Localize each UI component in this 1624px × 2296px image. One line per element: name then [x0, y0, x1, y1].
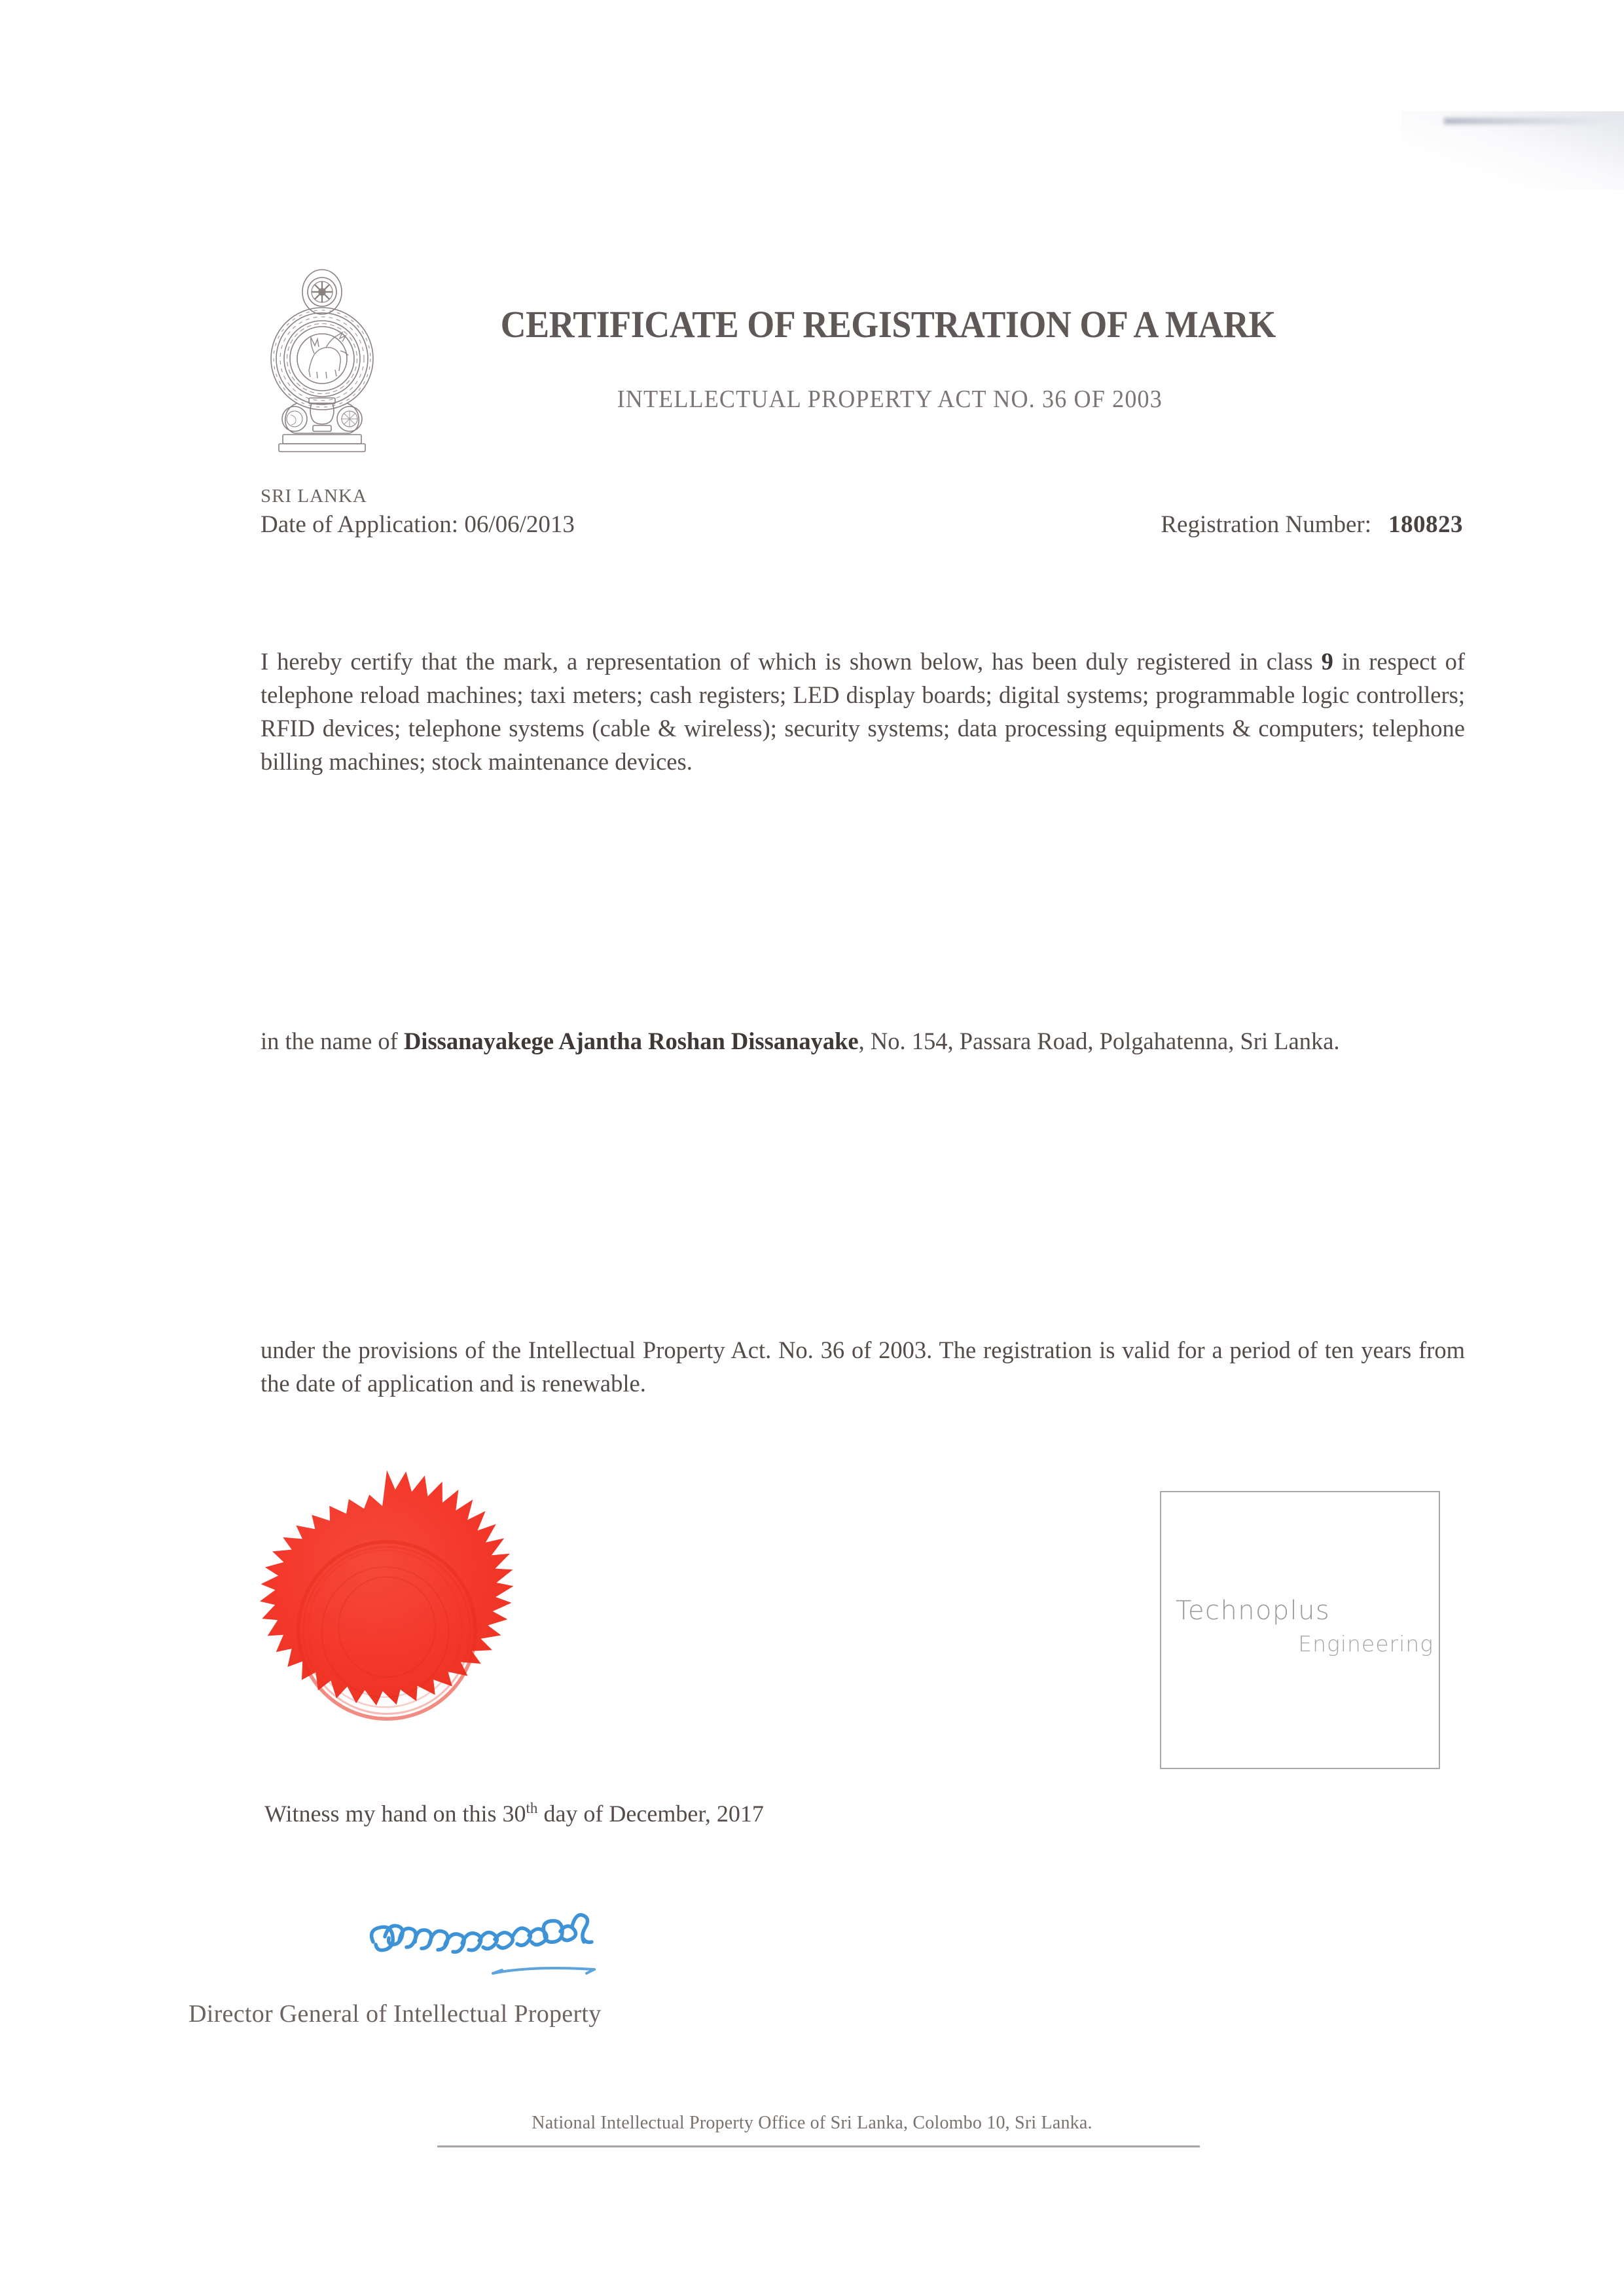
trademark-name: Technoplus [1176, 1596, 1331, 1626]
footer-office-line: National Intellectual Property Office of Sri Lanka, Colombo 10, Sri Lanka. [532, 2113, 1092, 2133]
certification-paragraph [261, 645, 1465, 778]
witness-line [264, 1800, 764, 1827]
scan-shadow-edge [1444, 118, 1608, 124]
owner-paragraph [261, 1024, 1465, 1058]
certify-intro-text: I hereby certify that the mark, a representation of which is shown below, has been duly registered in class [261, 647, 1322, 675]
owner-address: , No. 154, Passara Road, Polgahatenna, Sri Lanka. [858, 1027, 1340, 1054]
trademark-subtitle: Engineering [1298, 1631, 1434, 1657]
owner-name: Dissanayakege Ajantha Roshan Dissanayake [403, 1027, 859, 1054]
footer-divider [437, 2145, 1200, 2147]
director-signature [353, 1901, 681, 2000]
registration-number-field [1161, 511, 1465, 539]
provisions-paragraph: under the provisions of the Intellectual Property Act. No. 36 of 2003. The registration is valid for a period of ten years from the date of application and is renewable. [261, 1336, 1465, 1397]
registration-number-value: 180823 [1388, 511, 1463, 538]
scan-shadow-artifact [1401, 111, 1624, 190]
certify-goods-text: in respect of telephone reload machines; taxi meters; cash registers; LED display boards; digital systems; programmable logic controllers; RFID devices; telephone systems (cable & wireless); security systems; data processing equipments & computers; telephone billing machines; stock maintenance devices. [261, 647, 1465, 775]
trademark-representation-box [1160, 1491, 1440, 1769]
witness-ordinal: th [526, 1800, 538, 1816]
class-number: 9 [1321, 647, 1333, 675]
emblem-caption: SRI LANKA [261, 486, 367, 507]
official-seal-icon [220, 1463, 554, 1797]
act-subtitle: INTELLECTUAL PROPERTY ACT NO. 36 OF 2003 [617, 386, 1163, 413]
director-title: Director General of Intellectual Property [189, 2000, 602, 2028]
sri-lanka-national-emblem-icon [257, 267, 388, 470]
owner-prefix-text: in the name of [261, 1027, 404, 1054]
witness-prefix: Witness my hand on this 30 [264, 1801, 526, 1827]
page-title: CERTIFICATE OF REGISTRATION OF A MARK [500, 303, 1276, 346]
registration-number-label: Registration Number: [1161, 511, 1371, 538]
application-registration-row [261, 511, 1465, 539]
application-date: Date of Application: 06/06/2013 [261, 511, 575, 538]
witness-suffix: day of December, 2017 [537, 1801, 764, 1827]
